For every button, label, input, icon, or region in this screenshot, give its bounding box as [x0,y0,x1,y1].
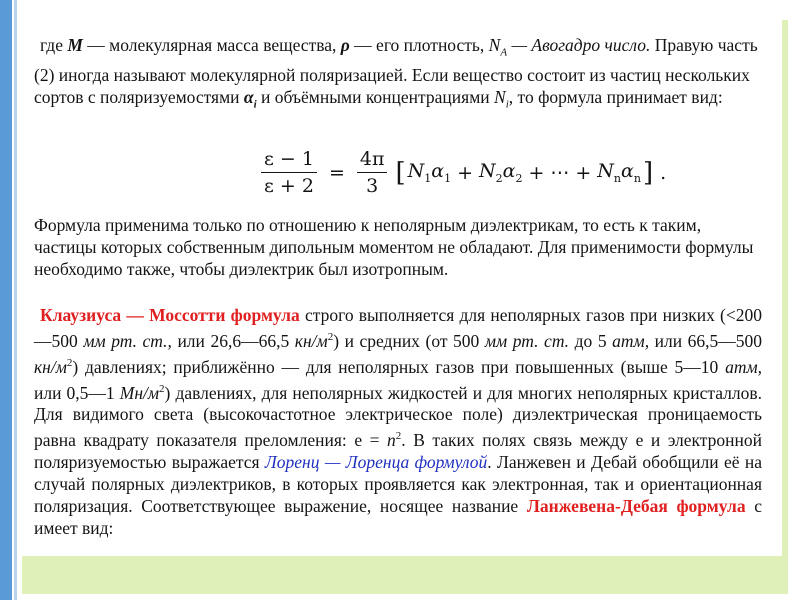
rhs-numerator: 4π [357,148,388,173]
symbol-N-i: $N_i$ [494,86,509,110]
plus-sign: + [457,161,473,184]
plus-sign: + [528,161,545,184]
lhs-denominator: ε + 2 [264,175,314,197]
symbol-NA: $N_A$ [488,35,508,59]
rhs-denominator: 3 [366,175,379,197]
lhs-numerator: ε − 1 [261,148,317,173]
term-n: $N_n\alpha_n$ [597,160,641,185]
term-1: $N_1\alpha_1$ [407,160,452,185]
clausius-mossotti-title: Клаузиуса — Моссотти формула [40,305,300,325]
symbol-rho: ρ [340,35,350,55]
symbol-alpha-i: $\alpha_i$ [243,86,257,110]
formula-period: . [660,161,667,184]
left-bracket: [ [395,157,406,188]
symbol-M: M [67,35,83,55]
langevin-debye-title: Ланжевена-Дебая формула [526,496,746,517]
right-bracket: ] [642,157,654,188]
intro-paragraph: где M — молекулярная масса вещества, ρ — его плотность, $N_A$ — Авогадро число. Правую часть (2) иногда называют молекулярной поляризацией. Если вещество состоит из частиц нескольких сортов с поляризуемостями $\alpha_i$ и объёмными концентрациями $N_i$, то формула принимает вид: [34,35,758,110]
rhs-fraction [357,148,388,197]
equals-sign: = [328,161,345,184]
plus-sign: + [575,161,592,184]
lorenz-lorentz-link[interactable]: Лоренц — Лоренца формулой [264,452,488,473]
lhs-fraction [261,148,317,197]
left-accent-stripe [0,0,12,600]
clausius-mossotti-paragraph: Клаузиуса — Моссотти формула строго выполняется для неполярных газов при низких (<200—500 мм рт. ст., или 26,6—66,5 $кн/м^2$) и средних (от 500 мм рт. ст. до 5 атм, или 66,5—500 $кн/м^2$) давлениях; приближённо — для неполярных газов при повышенных (выше 5—10 атм, или 0,5—1 $Мн/м^2$) давлениях, для неполярных жидкостей и для многих неполярных кристаллов. Для видимого света (высокочастотное электрическое поле) диэлектрическая проницаемость равна квадрату показателя преломления: $e = n^2$. В таких полях связь между e и электронной поляризуемостью выражается Лоренц — Лоренца формулой. Ланжевен и Дебай обобщили её на случай полярных диэлектриков, в которых проявляется как электронная, так и ориентационная поляризация. Соответствующее выражение, носящее название Ланжевена-Дебая формула с имеет вид: [34,305,763,539]
ellipsis: ⋯ [550,161,570,184]
term-2: $N_2\alpha_2$ [478,160,523,185]
clausius-mossotti-formula [255,148,666,197]
left-accent-line [14,0,17,600]
applicability-paragraph: Формула применима только по отношению к неполярным диэлектрикам, то есть к таким, частицы которых собственным дипольным моментом не обладают. Для применимости формулы необходимо также, чтобы диэлектрик был изотропным. [34,215,754,279]
avogadro-term: — Авогадро число. [507,35,651,55]
